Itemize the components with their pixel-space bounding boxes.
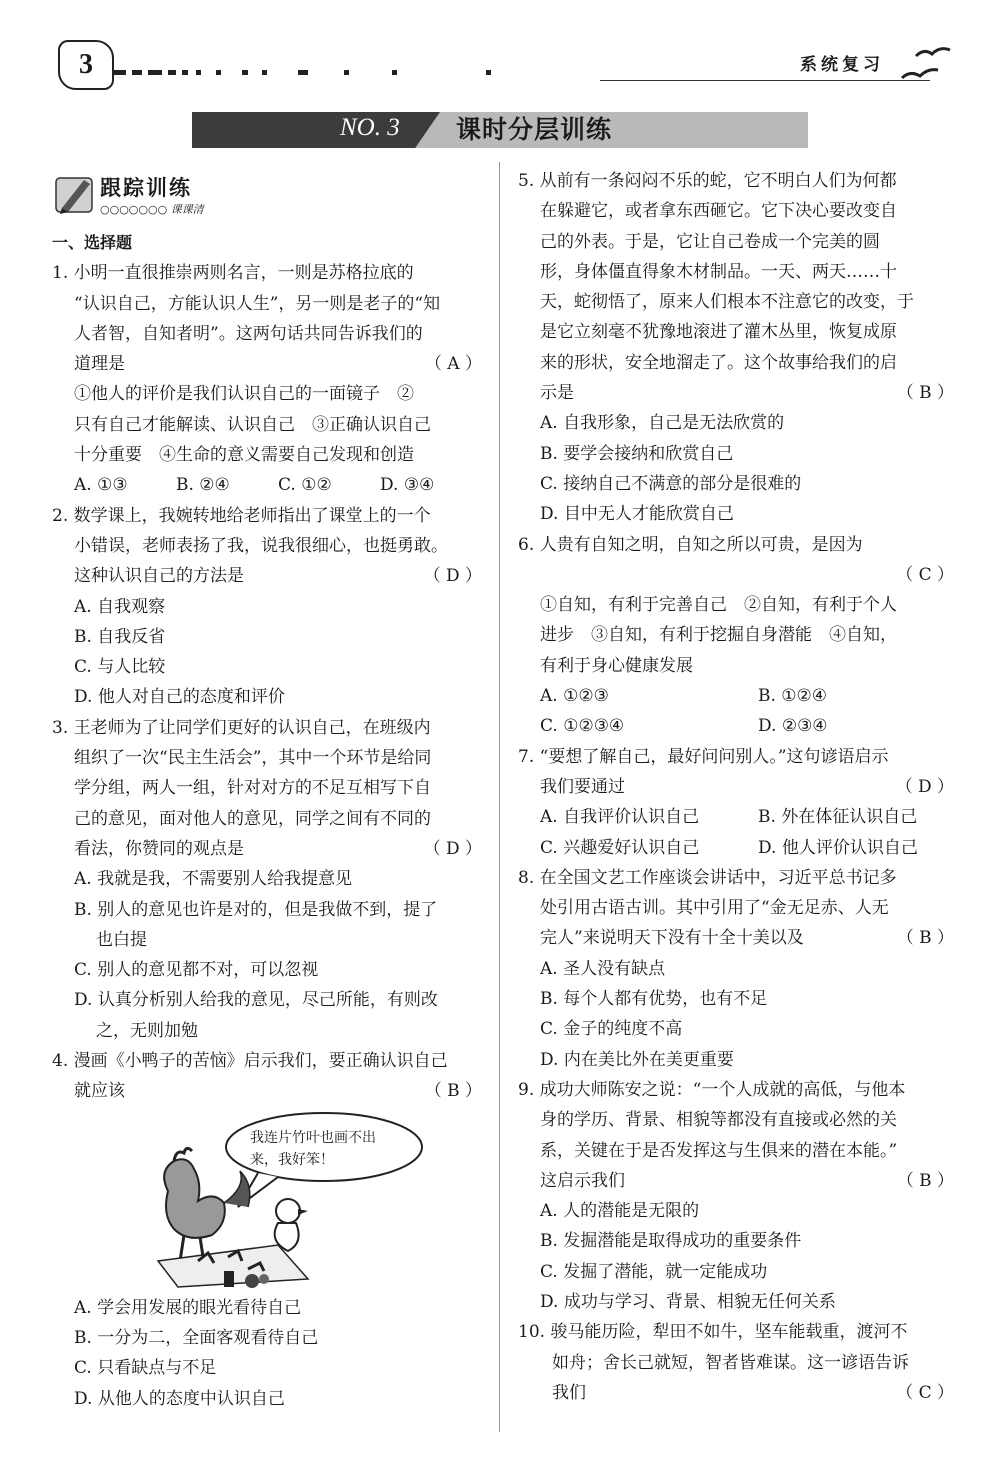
question-text-line: 4. 漫画《小鸭子的苦恼》启示我们，要正确认识自己 <box>52 1051 448 1072</box>
option-c: C. 别人的意见都不对，可以忽视 <box>74 960 319 981</box>
question-text-line: 小错误，老师表扬了我，说我很细心，也挺勇敢。 <box>74 535 448 556</box>
answer-mark: （ B ） <box>896 1170 954 1191</box>
option-d-continued: 之，无则加勉 <box>96 1020 198 1041</box>
question-text-line: 就应该 （ B ） <box>52 1076 482 1106</box>
option-d: D. 他人对自己的态度和评价 <box>74 687 285 708</box>
option-b: B. 自我反省 <box>74 626 166 647</box>
option-a: A. 自我形象，自己是无法欣赏的 <box>540 413 785 434</box>
statement-line: 有利于身心健康发展 <box>540 655 693 676</box>
option-c: C. 只看缺点与不足 <box>74 1358 217 1379</box>
options-row <box>518 802 954 832</box>
question-5 <box>518 166 954 530</box>
question-text-line: 是它立刻毫不犹豫地滚进了灌木丛里，恢复成原 <box>540 322 897 343</box>
question-text-line: 9. 成功大师陈安之说：“一个人成就的高低，与他本 <box>518 1079 906 1100</box>
track-title: 跟踪训练 <box>100 176 192 200</box>
lesson-number: NO. 3 <box>340 114 400 141</box>
question-text-line: 来的形状，安全地溜走了。这个故事给我们的启 <box>540 352 897 373</box>
statement-line: ①他人的评价是我们认识自己的一面镜子 ② <box>74 384 414 405</box>
birds-icon <box>898 42 958 86</box>
option-b: B. 一分为二，全面客观看待自己 <box>74 1327 319 1348</box>
question-text-line: 形，身体僵直得象木材制品。一天、两天……十 <box>540 261 897 282</box>
option-b: B. 外在体征认识自己 <box>758 807 918 828</box>
question-2 <box>52 501 482 713</box>
question-text-line: 这种认识自己的方法是 （ D ） <box>52 561 482 591</box>
statement-line: 进步 ③自知，有利于挖掘自身潜能 ④自知， <box>540 625 897 646</box>
options-row <box>52 470 482 500</box>
question-text-line: 1. 小明一直很推崇两则名言，一则是苏格拉底的 <box>52 263 414 284</box>
answer-mark: （ B ） <box>896 383 954 404</box>
option-b: B. 别人的意见也许是对的，但是我做不到，提了 <box>74 899 438 920</box>
question-text-line: 学分组，两人一组，针对对方的不足互相写下自 <box>74 778 431 799</box>
option-d: D. ③④ <box>380 475 435 496</box>
option-d: D. ②③④ <box>758 716 828 737</box>
question-text-line: 如舟；舍长己就短，智者皆难谋。这一谚语告诉 <box>552 1352 909 1373</box>
pen-icon <box>54 172 96 214</box>
question-8 <box>518 863 954 1075</box>
question-text-line: “认识自己，方能认识人生”，另一则是老子的“知 <box>74 293 441 314</box>
answer-mark: （ B ） <box>896 928 954 949</box>
options-row <box>518 833 954 863</box>
option-d: D. 认真分析别人给我的意见，尽己所能，有则改 <box>74 990 438 1011</box>
question-text-line: 完人”来说明天下没有十全十美以及 （ B ） <box>518 923 954 953</box>
question-text-line: 在躲避它，或者拿东西砸它。它下决心要改变自 <box>540 201 897 222</box>
question-text-line: 看法，你赞同的观点是 （ D ） <box>52 834 482 864</box>
answer-mark: （ C ） <box>896 564 954 585</box>
question-6 <box>518 530 954 742</box>
option-c: C. ①②③④ <box>540 716 625 737</box>
option-c: C. 发掘了潜能，就一定能成功 <box>540 1261 768 1282</box>
option-b: B. ①②④ <box>758 686 828 707</box>
option-d: D. 成功与学习、背景、相貌无任何关系 <box>540 1291 836 1312</box>
options-row <box>518 711 954 741</box>
answer-mark: （ A ） <box>424 354 482 375</box>
option-a: A. ①②③ <box>540 686 609 707</box>
option-d: D. 内在美比外在美更重要 <box>540 1049 734 1070</box>
title-bar-dark-segment <box>192 112 440 148</box>
question-text-line: 8. 在全国文艺工作座谈会讲话中，习近平总书记多 <box>518 867 897 888</box>
statement-line: 十分重要 ④生命的意义需要自己发现和创造 <box>74 445 414 466</box>
option-c: C. 与人比较 <box>74 657 166 678</box>
option-a: A. ①③ <box>74 475 128 496</box>
right-column <box>518 166 954 1408</box>
answer-mark: （ D ） <box>423 566 482 587</box>
question-text-line: 这启示我们 （ B ） <box>518 1166 954 1196</box>
option-a: A. 圣人没有缺点 <box>540 958 666 979</box>
section-label: 系统复习 <box>800 55 884 75</box>
question-text-line: 我们要通过 （ D ） <box>518 772 954 802</box>
option-c: C. 接纳自己不满意的部分是很难的 <box>540 473 802 494</box>
question-text-line: 7. “要想了解自己，最好问问别人。”这句谚语启示 <box>518 746 889 767</box>
page-title: 课时分层训练 <box>456 115 613 144</box>
options-row <box>518 681 954 711</box>
question-text-line: 己的外表。于是，它让自己卷成一个完美的圆 <box>540 231 880 252</box>
answer-mark: （ D ） <box>423 838 482 859</box>
answer-line <box>518 560 954 590</box>
option-a: A. 人的潜能是无限的 <box>540 1201 700 1222</box>
speech-bubble-text: 我连片竹叶也画不出来，我好笨！ <box>250 1129 376 1168</box>
answer-mark: （ B ） <box>424 1081 482 1102</box>
question-text-line: 系，关键在于是否发挥这与生俱来的潜在本能。” <box>540 1140 898 1161</box>
option-b: B. 要学会接纳和欣赏自己 <box>540 443 734 464</box>
option-d: D. 他人评价认识自己 <box>758 837 918 858</box>
left-column <box>52 228 482 1414</box>
track-subtitle: ○○○○○○○ 课课清 <box>100 203 204 216</box>
question-7 <box>518 742 954 863</box>
option-b: B. ②④ <box>176 475 230 496</box>
option-a: A. 我就是我，不需要别人给我提意见 <box>74 869 353 890</box>
question-text-line: 示是 （ B ） <box>518 378 954 408</box>
option-d: D. 目中无人才能欣赏自己 <box>540 504 734 525</box>
option-c: C. 兴趣爱好认识自己 <box>540 837 700 858</box>
option-b: B. 每个人都有优势，也有不足 <box>540 989 768 1010</box>
question-text-line: 组织了一次“民主生活会”，其中一个环节是给同 <box>74 748 432 769</box>
question-4 <box>52 1046 482 1414</box>
answer-mark: （ D ） <box>895 776 954 797</box>
question-text-line: 道理是 （ A ） <box>52 349 482 379</box>
question-3 <box>52 713 482 1046</box>
header-dots-decoration <box>112 70 512 80</box>
question-text-line: 身的学历、背景、相貌等都没有直接或必然的关 <box>540 1110 897 1131</box>
option-a: A. 自我观察 <box>74 596 166 617</box>
question-1 <box>52 258 482 500</box>
option-d: D. 从他人的态度中认识自己 <box>74 1388 285 1409</box>
option-b: B. 发掘潜能是取得成功的重要条件 <box>540 1231 802 1252</box>
question-text-line: 己的意见，面对他人的意见，同学之间有不同的 <box>74 808 431 829</box>
question-text-line: 5. 从前有一条闷闷不乐的蛇，它不明白人们为何都 <box>518 171 897 191</box>
question-text-line: 10. 骏马能历险，犁田不如牛，坚车能载重，渡河不 <box>518 1322 908 1343</box>
question-10 <box>518 1317 954 1408</box>
column-divider <box>499 162 500 1432</box>
question-text-line: 2. 数学课上，我婉转地给老师指出了课堂上的一个 <box>52 505 431 526</box>
option-b-continued: 也白提 <box>96 929 147 950</box>
option-c: C. ①② <box>278 475 332 496</box>
option-a: A. 自我评价认识自己 <box>540 807 700 828</box>
option-c: C. 金子的纯度不高 <box>540 1019 683 1040</box>
track-training-heading <box>54 170 254 220</box>
option-a: A. 学会用发展的眼光看待自己 <box>74 1297 302 1318</box>
question-text-line: 3. 王老师为了让同学们更好的认识自己，在班级内 <box>52 717 431 738</box>
page-header <box>0 0 1000 100</box>
statement-line: ①自知，有利于完善自己 ②自知，有利于个人 <box>540 595 897 616</box>
question-9 <box>518 1075 954 1317</box>
answer-mark: （ C ） <box>896 1382 954 1403</box>
page-number: 3 <box>58 40 114 90</box>
question-text-line: 我们 （ C ） <box>518 1378 954 1408</box>
question-text-line: 天，蛇彻悟了，原来人们根本不注意它的改变，于 <box>540 292 914 313</box>
question-text-line: 人者智，自知者明”。这两句话共同告诉我们的 <box>74 323 423 344</box>
cartoon-illustration <box>52 1111 482 1291</box>
section-heading: 一、选择题 <box>52 233 133 252</box>
header-rule <box>600 80 930 81</box>
statement-line: 只有自己才能解读、认识自己 ③正确认识自己 <box>74 414 431 435</box>
question-text-line: 处引用古语古训。其中引用了“金无足赤、人无 <box>540 898 889 919</box>
question-text-line: 6. 人贵有自知之明，自知之所以可贵，是因为 <box>518 534 863 555</box>
